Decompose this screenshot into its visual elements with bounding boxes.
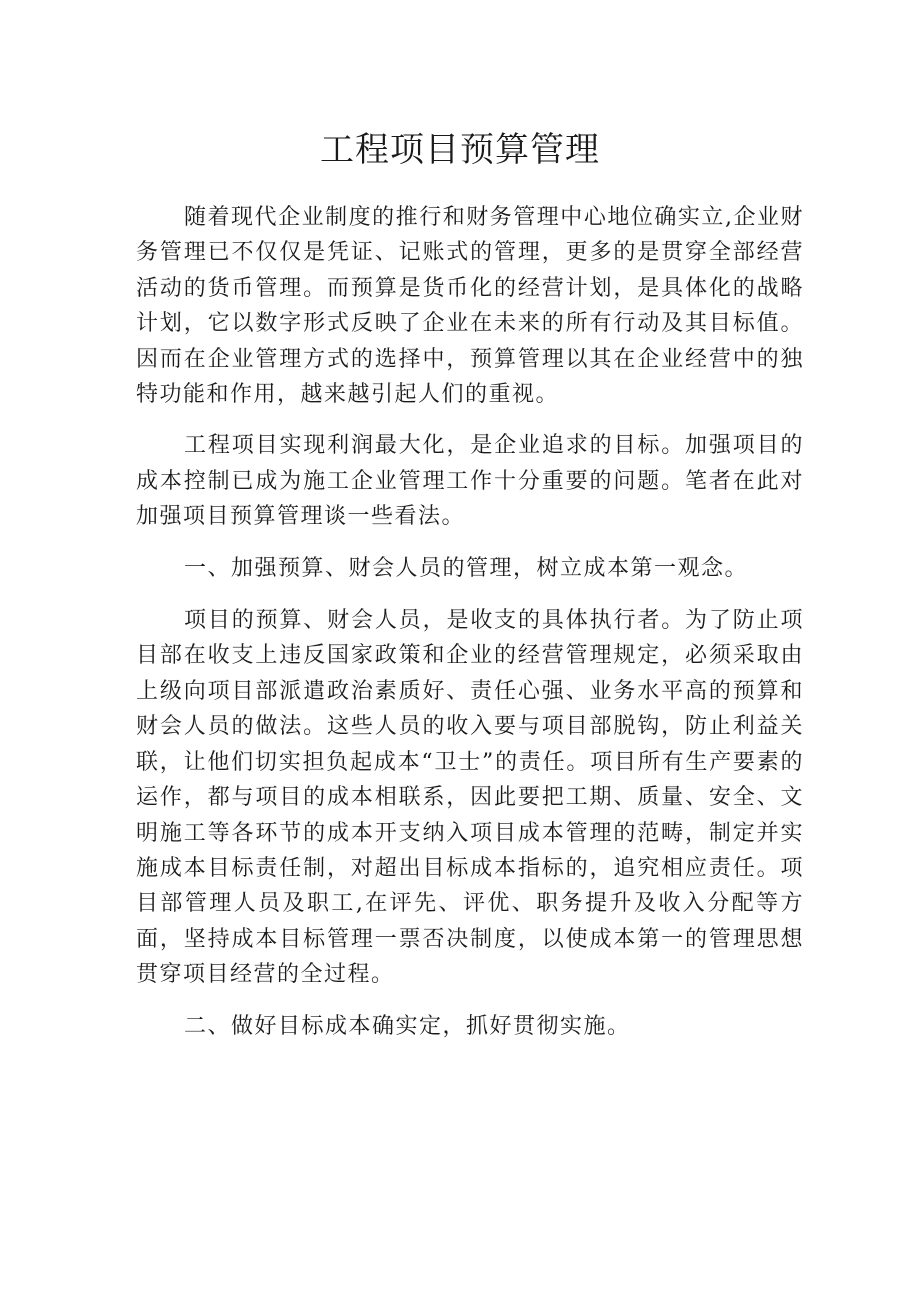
section-heading-1: 一、加强预算、财会人员的管理，树立成本第一观念。: [184, 555, 749, 581]
document-body: [136, 200, 804, 1061]
paragraph-profit-goal: 工程项目实现利润最大化，是企业追求的目标。加强项目的成本控制已成为施工企业管理工作十分重要的问题。笔者在此对加强项目预算管理谈一些看法。: [136, 433, 804, 530]
paragraph-staff-management: 项目的预算、财会人员，是收支的具体执行者。为了防止项目部在收支上违反国家政策和企业的经营管理规定，必须采取由上级向项目部派遣政治素质好、责任心强、业务水平高的预算和财会人员的做法。这些人员的收入要与项目部脱钩，防止利益关联，让他们切实担负起成本“卫士”的责任。项目所有生产要素的运作，都与项目的成本相联系，因此要把工期、质量、安全、文明施工等各环节的成本开支纳入项目成本管理的范畴，制定并实施成本目标责任制，对超出目标成本指标的，追究相应责任。项目部管理人员及职工,在评先、评优、职务提升及收入分配等方面，坚持成本目标管理一票否决制度，以使成本第一的管理思想贯穿项目经营的全过程。: [136, 608, 804, 988]
paragraph-intro: 随着现代企业制度的推行和财务管理中心地位确实立,企业财务管理已不仅仅是凭证、记账式的管理，更多的是贯穿全部经营活动的货币管理。而预算是货币化的经营计划，是具体化的战略计划，它以数字形式反映了企业在未来的所有行动及其目标值。因而在企业管理方式的选择中，预算管理以其在企业经营中的独特功能和作用，越来越引起人们的重视。: [136, 205, 804, 408]
section-heading-2: 二、做好目标成本确实定，抓好贯彻实施。: [184, 1013, 631, 1039]
document-title: 工程项目预算管理: [320, 130, 600, 170]
